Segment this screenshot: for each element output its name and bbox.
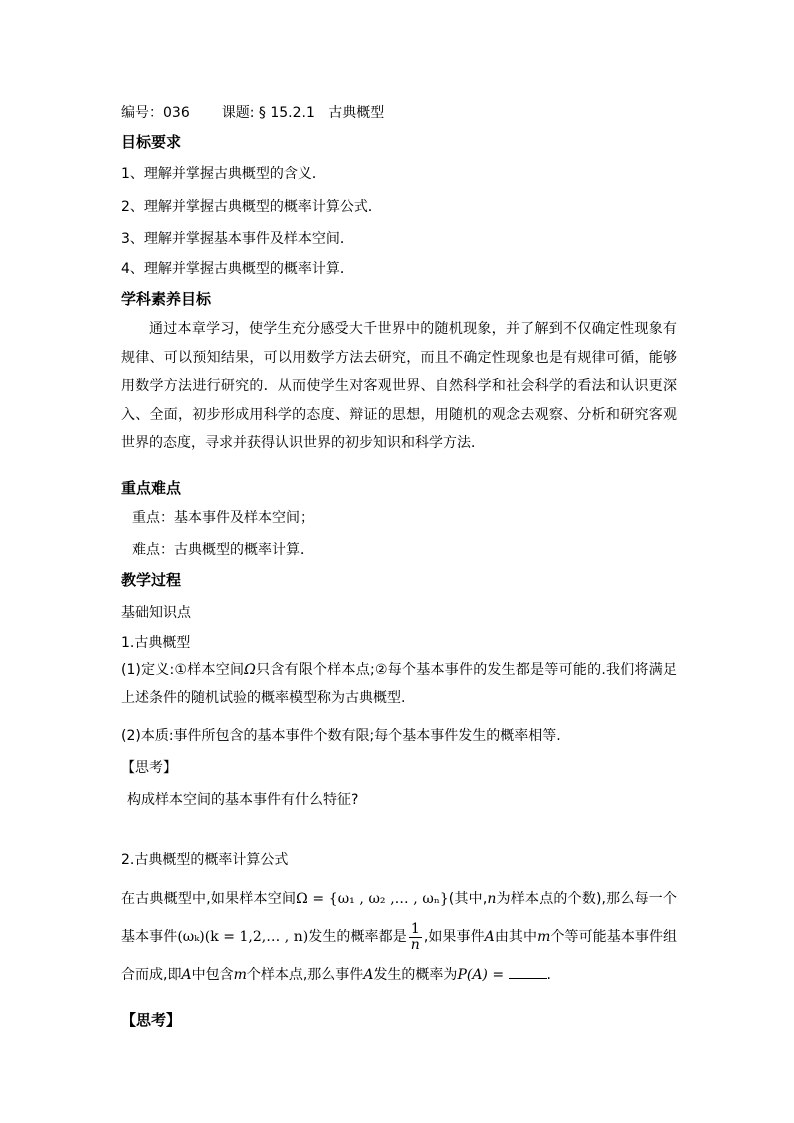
answer-blank[interactable] [509,964,547,979]
objective-item: 4、理解并掌握古典概型的概率计算． [121,261,354,277]
key-difficulty: 难点：古典概型的概率计算． [132,542,314,558]
sample-space-set: Ω = {ω₁ , ω₂ ,… , ωₙ} [296,891,449,907]
basic-event-symbol: (ωₖ) [177,929,205,945]
think-label: 【思考】 [121,760,177,776]
topic-label: 课题: § 15.2.1 [221,105,315,121]
objective-item: 3、理解并掌握基本事件及样本空间． [121,231,354,247]
topic-title: 古典概型 [328,105,385,121]
section1-essence: (2)本质:事件所包含的基本事件个数有限;每个基本事件发生的概率相等. [121,728,561,744]
section2-formula-paragraph: 在古典概型中,如果样本空间Ω = {ω₁ , ω₂ ,… , ωₙ}(其中,n为样本点的个数),那么每一个基本事件(ωₖ)(k = 1,2,… , n)发生的概率都是 $\frac{1}{n}$ ,如果事件A由其中m个等可能基本事件组合而成,即A中包含m个样本点,那么事件A发生的概率为P(A) = . [121,891,678,983]
objectives-heading: 目标要求 [121,133,182,151]
process-heading: 教学过程 [121,571,182,589]
think-label-2: 【思考】 [121,1011,182,1029]
section2-title: 2.古典概型的概率计算公式 [121,852,289,868]
omega-symbol: Ω [244,662,256,678]
think-question: 构成样本空间的基本事件有什么特征? [127,792,359,808]
fraction-one-over-n: $\frac{1}{n}$ [410,920,420,953]
literacy-heading: 学科素养目标 [121,290,212,308]
literacy-paragraph: 通过本章学习，使学生充分感受大千世界中的随机现象，并了解到不仅确定性现象有规律、可以预知结果，可以用数学方法去研究，而且不确定性现象也是有规律可循，能够用数学方法进行研究的．从而使学生对客观世界、自然科学和社会科学的看法和认识更深入、全面，初步形成用科学的态度、辩证的思想，用随机的观念去观察、分析和研究客观世界的态度，寻求并获得认识世界的初步知识和科学方法． [121,321,677,451]
objective-item: 2、理解并掌握古典概型的概率计算公式． [121,199,382,215]
lesson-number: 编号：036 [121,105,190,121]
basic-knowledge-heading: 基础知识点 [121,605,191,621]
section1-title: 1.古典概型 [121,635,191,651]
header-line [121,103,384,123]
objective-item: 1、理解并掌握古典概型的含义． [121,166,326,182]
section1-definition: (1)定义:①样本空间Ω只含有限个样本点;②每个基本事件的发生都是等可能的.我们将满足上述条件的随机试验的概率模型称为古典概型. [121,662,677,706]
key-points-heading: 重点难点 [121,479,182,497]
probability-expression: P(A) = [457,967,505,983]
k-range: (k = 1,2,… , n) [204,929,309,945]
key-focus: 重点：基本事件及样本空间； [132,510,314,526]
